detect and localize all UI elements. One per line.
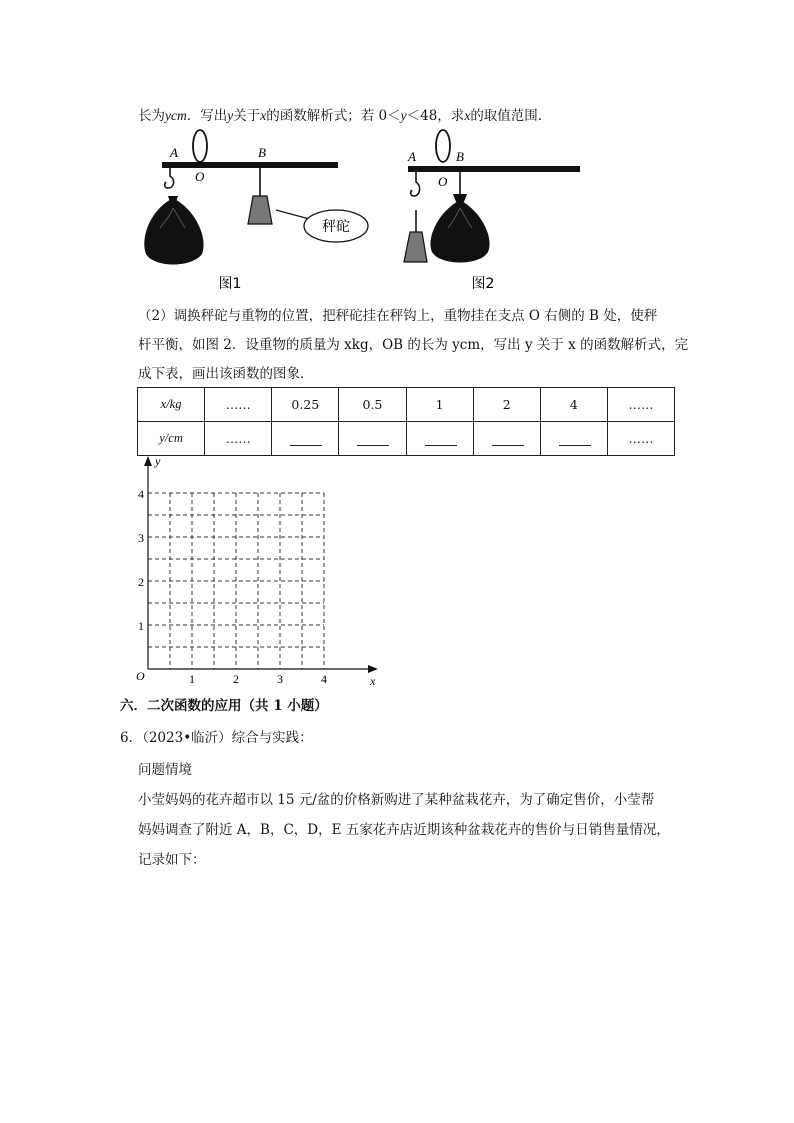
intro-text: 长为: [138, 108, 165, 124]
counterweight-icon: [248, 196, 272, 224]
beam: [408, 166, 580, 172]
x-axis-label: x: [370, 674, 376, 688]
beam: [162, 162, 338, 168]
x-axis-arrow-icon: [368, 665, 378, 673]
y-axis-label: y: [155, 454, 161, 468]
x-tick-label: 2: [233, 672, 239, 686]
intro-var: x: [464, 108, 471, 123]
intro-var: x: [260, 108, 267, 123]
table-row: [138, 388, 675, 422]
handle-loop-icon: [193, 130, 207, 162]
answer-blank[interactable]: [406, 422, 473, 456]
figure-2-steelyard: [398, 128, 588, 296]
y-axis-arrow-icon: [144, 456, 152, 466]
table-cell: ……: [607, 388, 674, 422]
label-a: A: [408, 149, 416, 164]
x-tick-label: 1: [189, 672, 195, 686]
weight-bag-icon: [144, 198, 203, 265]
figure-1-steelyard: [130, 128, 370, 296]
table-cell: 4: [540, 388, 607, 422]
table-cell: x/kg: [138, 388, 205, 422]
counterweight-icon: [404, 232, 427, 262]
table-cell: 2: [473, 388, 540, 422]
label-b: B: [456, 149, 464, 164]
table-cell: 0.5: [339, 388, 406, 422]
figure-1-caption: 图1: [218, 276, 242, 292]
origin-label: O: [136, 669, 145, 683]
hook-icon: [411, 172, 420, 196]
y-tick-label: 3: [138, 531, 144, 545]
table-cell: 0.25: [272, 388, 339, 422]
callout-label: 秤砣: [322, 219, 350, 235]
problem-6-line-2: 妈妈调查了附近 A，B，C，D，E 五家花卉店近期该种盆栽花卉的售价与日销售量情况，: [138, 822, 670, 838]
problem-6-line-1: 小莹妈妈的花卉超市以 15 元/盆的价格新购进了某种盆栽花卉，为了确定售价，小莹帮: [138, 792, 655, 808]
section-heading: 六．二次函数的应用（共 1 小题）: [120, 698, 328, 714]
intro-var: ycm: [165, 108, 187, 123]
label-o: O: [195, 169, 205, 184]
weight-bag-icon: [430, 200, 489, 263]
table-row: [138, 422, 675, 456]
problem-6-subheading: 问题情境: [138, 762, 192, 778]
table-cell: y/cm: [138, 422, 205, 456]
intro-var: y: [227, 108, 234, 123]
coordinate-grid: [130, 453, 390, 688]
table-cell: ……: [205, 388, 272, 422]
grid-lines: [148, 493, 324, 669]
x-tick-label: 3: [277, 672, 283, 686]
question-2-line-2: 杆平衡，如图 2．设重物的质量为 xkg，OB 的长为 ycm，写出 y 关于 x 的函数解析式，完: [138, 337, 689, 353]
label-b: B: [258, 145, 266, 160]
value-table: [137, 387, 675, 456]
answer-blank[interactable]: [272, 422, 339, 456]
handle-loop-icon: [436, 130, 450, 162]
intro-var: y: [400, 108, 407, 123]
intro-text: ＜48，求: [406, 108, 465, 124]
label-o: O: [438, 174, 448, 189]
answer-blank[interactable]: [540, 422, 607, 456]
problem-6-number: 6．（2023•临沂）综合与实践：: [120, 730, 313, 746]
answer-blank[interactable]: [339, 422, 406, 456]
answer-blank[interactable]: [473, 422, 540, 456]
intro-text: ．写出: [186, 108, 228, 124]
intro-text: 的取值范围．: [470, 108, 552, 124]
table-cell: ……: [607, 422, 674, 456]
figure-2-caption: 图2: [471, 276, 495, 292]
intro-text: 的函数解析式；若 0＜: [266, 108, 401, 124]
problem-6-line-3: 记录如下：: [138, 852, 206, 868]
intro-text: 关于: [233, 108, 261, 124]
y-tick-label: 1: [138, 619, 144, 633]
hook-icon: [165, 168, 174, 188]
y-tick-label: 4: [138, 487, 144, 501]
question-2-line-1: （2）调换秤砣与重物的位置，把秤砣挂在秤钩上，重物挂在支点 O 右侧的 B 处，使秤: [138, 308, 658, 324]
intro-line: [138, 104, 551, 124]
y-tick-label: 2: [138, 575, 144, 589]
label-a: A: [170, 145, 178, 160]
question-2-line-3: 成下表，画出该函数的图象．: [138, 366, 314, 382]
table-cell: 1: [406, 388, 473, 422]
table-cell: ……: [205, 422, 272, 456]
x-tick-label: 4: [321, 672, 327, 686]
